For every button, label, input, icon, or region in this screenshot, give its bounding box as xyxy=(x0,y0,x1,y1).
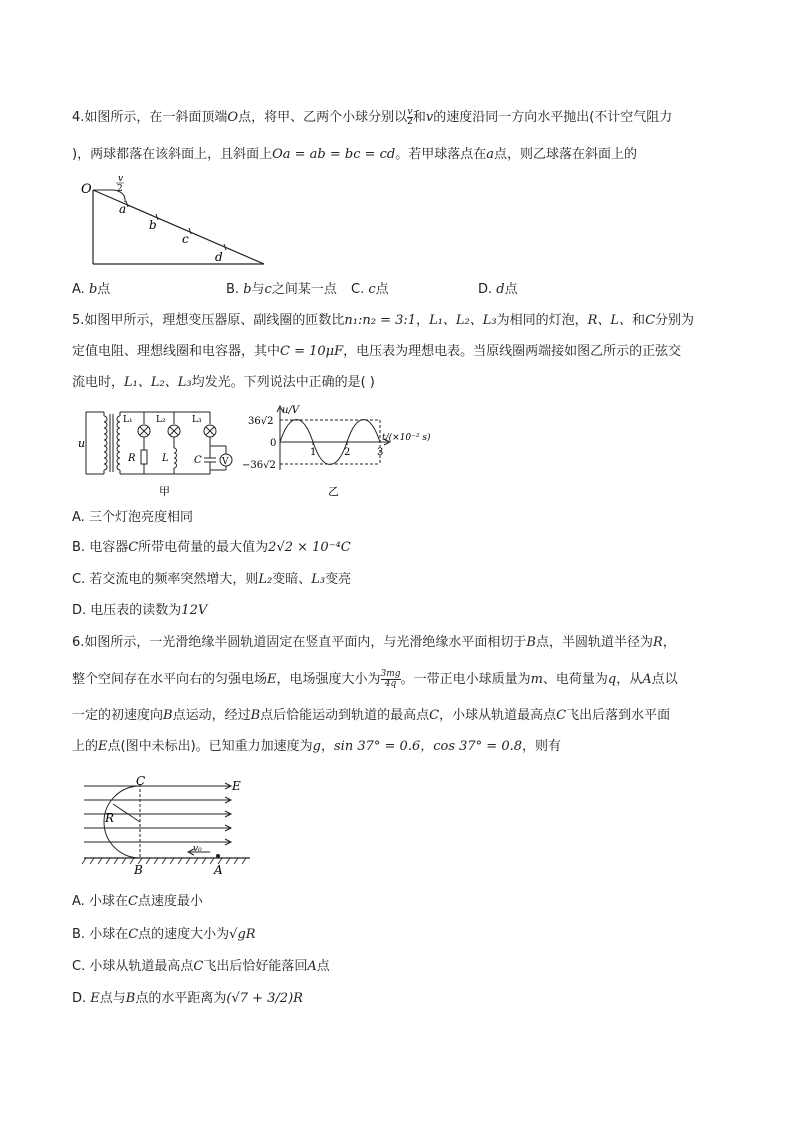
caption-jia: 甲 xyxy=(159,485,170,498)
q4-option-c[interactable]: C. c点 xyxy=(351,282,389,297)
q4-text: 和 xyxy=(412,110,426,125)
q4-math: O xyxy=(227,110,239,125)
q4-option-a[interactable]: A. b点 xyxy=(72,282,111,297)
label-a: a xyxy=(119,202,127,216)
q4-math: a xyxy=(486,147,495,162)
q6-stem-line3: 一定的初速度向B点运动，经过B点后恰能运动到轨道的最高点C，小球从轨道最高点C飞出后落到水平面 xyxy=(72,708,671,723)
caption-yi: 乙 xyxy=(328,485,339,498)
incline-figure xyxy=(76,172,276,270)
sine-wave-figure xyxy=(240,402,450,500)
label-C: C xyxy=(194,455,202,466)
label-C: C xyxy=(136,774,146,788)
label-v0: v₀ xyxy=(193,844,202,854)
v-over-2-fraction: $\frac{v}{2}$ xyxy=(407,107,413,127)
semicircle-track-figure xyxy=(80,774,260,876)
q4-text: 的速度沿同一方向水平抛出(不计空气阻力 xyxy=(433,110,673,125)
y-bottom-label: −36√2 xyxy=(242,460,276,471)
q4-text: 。若甲球落点在 xyxy=(395,147,487,162)
q4-option-d[interactable]: D. d点 xyxy=(478,282,518,297)
label-R: R xyxy=(128,453,136,464)
ball xyxy=(216,854,220,858)
voltmeter-icon: V xyxy=(222,457,229,467)
label-O: O xyxy=(81,182,92,197)
q6-stem-line1: 6.如图所示，一光滑绝缘半圆轨道固定在竖直平面内，与光滑绝缘水平面相切于B点，半圆轨道半径为R， xyxy=(72,635,676,650)
q6-option-d[interactable]: D. E点与B点的水平距离为(√7 + 3/2)R xyxy=(72,991,303,1006)
q6-stem-line2: 整个空间存在水平向右的匀强电场E，电场强度大小为 $\frac{3mg}{4q}$ 。一带正电小球质量为m、电荷量为q，从A点以 xyxy=(72,669,678,689)
x-tick-3: 3 xyxy=(377,447,384,458)
q5-stem-line3: 流电时，L₁、L₂、L₃均发光。下列说法中正确的是( ) xyxy=(72,375,375,390)
y-zero-label: 0 xyxy=(270,438,277,449)
label-E: E xyxy=(232,779,241,793)
label-c: c xyxy=(182,232,189,246)
q6-option-c[interactable]: C. 小球从轨道最高点C飞出后恰好能落回A点 xyxy=(72,959,330,974)
transformer-circuit-figure xyxy=(76,402,246,500)
q4-stem-line2 xyxy=(72,145,637,165)
q6-stem-line4: 上的E点(图中未标出)。已知重力加速度为g，sin 37° = 0.6，cos 37° = 0.8，则有 xyxy=(72,739,562,754)
label-B: B xyxy=(134,863,143,876)
q5-option-c[interactable]: C. 若交流电的频率突然增大，则L₂变暗、L₃变亮 xyxy=(72,572,352,587)
label-b: b xyxy=(149,218,157,232)
label-v: v xyxy=(118,174,124,184)
q4-math: v xyxy=(425,110,434,125)
label-L: L xyxy=(162,453,169,464)
q4-option-b[interactable]: B. b与c之间某一点 xyxy=(226,282,337,297)
label-A: A xyxy=(214,863,223,876)
q6-option-a[interactable]: A. 小球在C点速度最小 xyxy=(72,894,203,909)
q4-text: 点，则乙球落在斜面上的 xyxy=(494,147,638,162)
x-axis-label: t/(×10⁻² s) xyxy=(382,433,431,443)
label-L2: L₂ xyxy=(156,415,166,425)
label-d: d xyxy=(215,250,223,264)
q6-option-b[interactable]: B. 小球在C点的速度大小为√gR xyxy=(72,927,256,942)
label-L1: L₁ xyxy=(123,415,133,425)
q4-text: )，两球都落在该斜面上，且斜面上 xyxy=(72,147,273,162)
q5-option-a[interactable]: A. 三个灯泡亮度相同 xyxy=(72,510,193,525)
label-2: 2 xyxy=(117,184,123,194)
q5-stem-line1: 5.如图甲所示，理想变压器原、副线圈的匝数比n₁:n₂ = 3:1，L₁、L₂、L₃为相同的灯泡，R、L、和C分别为 xyxy=(72,313,695,328)
q4-text: 4.如图所示，在一斜面顶端 xyxy=(72,110,228,125)
label-L3: L₃ xyxy=(192,415,202,425)
q5-option-b[interactable]: B. 电容器C所带电荷量的最大值为2√2 × 10⁻⁴C xyxy=(72,540,351,555)
label-R: R xyxy=(105,811,115,825)
3mg-over-4q-fraction: $\frac{3mg}{4q}$ xyxy=(380,669,401,689)
q5-stem-line2: 定值电阻、理想线圈和电容器，其中C = 10μF，电压表为理想电表。当原线圈两端接如图乙所示的正弦交 xyxy=(72,344,682,359)
q4-stem-line1 xyxy=(72,108,672,128)
q4-text: 点，将甲、乙两个小球分别以 xyxy=(238,110,408,125)
y-axis-label: u/V xyxy=(282,405,300,416)
x-tick-2: 2 xyxy=(344,447,351,458)
x-tick-1: 1 xyxy=(310,447,317,458)
q4-math: Oa = ab = bc = cd xyxy=(272,147,396,162)
q5-option-d[interactable]: D. 电压表的读数为12V xyxy=(72,603,208,618)
label-u: u xyxy=(78,437,86,450)
y-top-label: 36√2 xyxy=(248,416,274,427)
